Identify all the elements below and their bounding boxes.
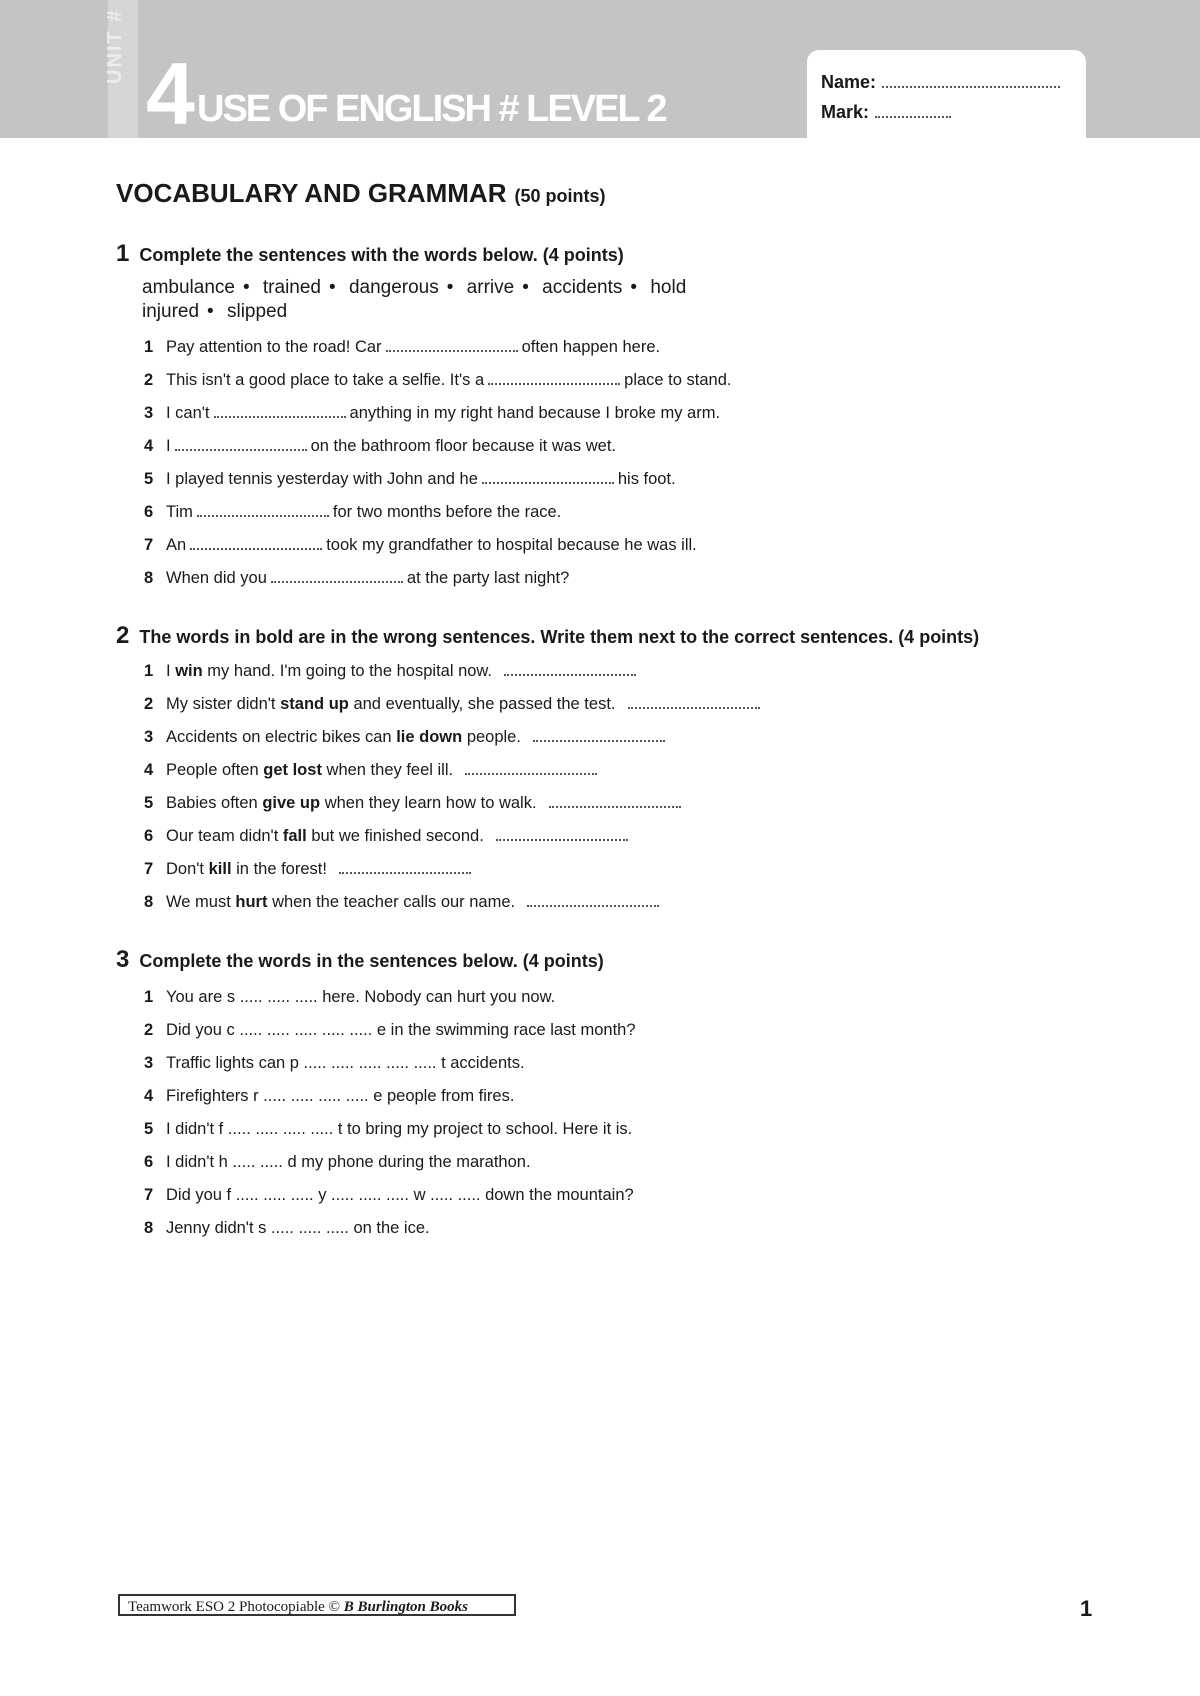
item-number: 4 bbox=[144, 437, 154, 455]
item-text: when the teacher calls our name. bbox=[272, 893, 516, 911]
bold-word: give up bbox=[262, 794, 321, 812]
answer-blank[interactable] bbox=[175, 437, 307, 451]
answer-blank[interactable] bbox=[214, 404, 346, 418]
word-bank-line-1 bbox=[142, 276, 822, 300]
answer-blank[interactable] bbox=[465, 761, 597, 775]
item-number: 1 bbox=[144, 338, 154, 356]
exercise-instruction: Complete the sentences with the words below. (4 points) bbox=[139, 245, 624, 265]
bullet-icon: • bbox=[329, 277, 336, 298]
exercise-instruction: Complete the words in the sentences below. (4 points) bbox=[139, 951, 604, 971]
item-number: 6 bbox=[144, 1153, 154, 1171]
exercise-2-item bbox=[144, 825, 632, 847]
exercise-1-item bbox=[144, 468, 676, 490]
answer-blank[interactable] bbox=[527, 893, 659, 907]
section-points: (50 points) bbox=[514, 186, 606, 206]
item-text: at the party last night? bbox=[406, 569, 570, 587]
item-text: An bbox=[166, 536, 187, 554]
name-label: Name: bbox=[821, 72, 877, 92]
item-text: My sister didn't bbox=[166, 695, 276, 713]
mark-field[interactable] bbox=[821, 102, 951, 123]
item-number: 3 bbox=[144, 404, 154, 422]
item-number: 7 bbox=[144, 1186, 154, 1204]
item-text: I can't bbox=[166, 404, 210, 422]
item-text: on the bathroom floor because it was wet. bbox=[310, 437, 617, 455]
exercise-3-item[interactable] bbox=[144, 1052, 525, 1074]
word-bank-word: ambulance bbox=[142, 277, 235, 298]
item-number: 6 bbox=[144, 827, 154, 845]
bold-word: get lost bbox=[263, 761, 322, 779]
exercise-2-item bbox=[144, 726, 669, 748]
exercise-1-item bbox=[144, 402, 720, 424]
word-bank-word: injured bbox=[142, 301, 200, 322]
item-number: 2 bbox=[144, 1021, 154, 1039]
item-text: anything in my right hand because I broke my arm. bbox=[349, 404, 721, 422]
word-bank-word: slipped bbox=[226, 301, 288, 322]
exercise-2-item bbox=[144, 792, 685, 814]
item-number: 4 bbox=[144, 761, 154, 779]
section-title bbox=[116, 178, 606, 209]
item-text: I bbox=[166, 437, 171, 455]
item-number: 7 bbox=[144, 860, 154, 878]
item-number: 8 bbox=[144, 569, 154, 587]
bullet-icon: • bbox=[242, 277, 250, 298]
bullet-icon: • bbox=[446, 277, 454, 298]
item-text: his foot. bbox=[617, 470, 676, 488]
unit-number: 4 bbox=[146, 44, 192, 143]
exercise-1-item bbox=[144, 534, 697, 556]
item-text: People often bbox=[166, 761, 259, 779]
exercise-2-item bbox=[144, 891, 663, 913]
answer-blank[interactable] bbox=[496, 827, 628, 841]
bullet-icon: • bbox=[630, 277, 638, 298]
item-number: 2 bbox=[144, 695, 154, 713]
item-text: and eventually, she passed the test. bbox=[353, 695, 616, 713]
item-number: 3 bbox=[144, 1054, 154, 1072]
answer-blank[interactable] bbox=[482, 470, 614, 484]
item-number: 5 bbox=[144, 794, 154, 812]
page-title: USE OF ENGLISH # LEVEL 2 bbox=[197, 88, 666, 130]
item-text: Accidents on electric bikes can bbox=[166, 728, 392, 746]
exercise-3-item[interactable] bbox=[144, 1217, 430, 1239]
item-text: took my grandfather to hospital because he was ill. bbox=[326, 536, 697, 554]
item-text: in the forest! bbox=[236, 860, 327, 878]
item-text: my hand. I'm going to the hospital now. bbox=[207, 662, 493, 680]
unit-label: UNIT # bbox=[104, 8, 126, 84]
item-number: 2 bbox=[144, 371, 154, 389]
exercise-2-heading bbox=[116, 622, 979, 650]
item-text: people. bbox=[466, 728, 521, 746]
item-text: Tim bbox=[166, 503, 193, 521]
bold-word: hurt bbox=[235, 893, 268, 911]
item-number: 8 bbox=[144, 893, 154, 911]
bold-word: kill bbox=[208, 860, 232, 878]
item-text: place to stand. bbox=[624, 371, 732, 389]
exercise-1-item bbox=[144, 501, 561, 523]
item-number: 6 bbox=[144, 503, 154, 521]
exercise-3-item[interactable] bbox=[144, 1085, 514, 1107]
item-text: for two months before the race. bbox=[332, 503, 562, 521]
section-title-text: VOCABULARY AND GRAMMAR bbox=[116, 178, 507, 208]
item-text: Did you f ..... ..... ..... y ..... ..... ..... w ..... ..... down the mountain? bbox=[166, 1186, 634, 1204]
name-field[interactable] bbox=[821, 72, 1060, 93]
item-number: 5 bbox=[144, 1120, 154, 1138]
item-text: This isn't a good place to take a selfie. It's a bbox=[166, 371, 485, 389]
name-mark-box bbox=[807, 50, 1086, 138]
item-text: Babies often bbox=[166, 794, 258, 812]
name-blank[interactable] bbox=[882, 72, 1060, 88]
answer-blank[interactable] bbox=[386, 338, 518, 352]
item-text: Traffic lights can p ..... ..... ..... ..... ..... t accidents. bbox=[166, 1054, 525, 1072]
mark-label: Mark: bbox=[821, 102, 870, 122]
copyright-text: Teamwork ESO 2 Photocopiable © bbox=[128, 1599, 340, 1615]
exercise-3-item[interactable] bbox=[144, 1118, 632, 1140]
page-number: 1 bbox=[1080, 1596, 1093, 1621]
exercise-number: 3 bbox=[116, 946, 130, 973]
exercise-2-item bbox=[144, 759, 601, 781]
exercise-1-item bbox=[144, 336, 660, 358]
word-bank-word: hold bbox=[650, 277, 687, 298]
item-number: 4 bbox=[144, 1087, 154, 1105]
exercise-2-item bbox=[144, 858, 475, 880]
exercise-3-item[interactable] bbox=[144, 986, 555, 1008]
answer-blank[interactable] bbox=[504, 662, 636, 676]
exercise-1-item bbox=[144, 567, 569, 589]
answer-blank[interactable] bbox=[533, 728, 665, 742]
answer-blank[interactable] bbox=[488, 371, 620, 385]
item-number: 5 bbox=[144, 470, 154, 488]
exercise-2-item bbox=[144, 693, 764, 715]
exercise-1-item bbox=[144, 369, 731, 391]
exercise-3-item[interactable] bbox=[144, 1019, 636, 1041]
item-text: I didn't h ..... ..... d my phone during the marathon. bbox=[166, 1153, 531, 1171]
word-bank bbox=[142, 276, 822, 324]
bullet-icon: • bbox=[522, 277, 529, 298]
answer-blank[interactable] bbox=[339, 860, 471, 874]
item-text: Our team didn't bbox=[166, 827, 279, 845]
bold-word: win bbox=[175, 662, 203, 680]
item-text: We must bbox=[166, 893, 231, 911]
mark-blank[interactable] bbox=[875, 102, 951, 118]
answer-blank[interactable] bbox=[549, 794, 681, 808]
exercise-1-heading bbox=[116, 240, 624, 268]
item-number: 1 bbox=[144, 988, 154, 1006]
publisher-logo: B Burlington Books bbox=[343, 1599, 468, 1615]
bold-word: lie down bbox=[396, 728, 463, 746]
exercise-3-item[interactable] bbox=[144, 1184, 634, 1206]
item-text: Did you c ..... ..... ..... ..... ..... e in the swimming race last month? bbox=[166, 1021, 636, 1039]
item-text: I played tennis yesterday with John and he bbox=[166, 470, 478, 488]
bullet-icon: • bbox=[207, 301, 214, 322]
item-text: Jenny didn't s ..... ..... ..... on the ice. bbox=[166, 1219, 430, 1237]
word-bank-word: arrive bbox=[466, 277, 515, 298]
item-text: When did you bbox=[166, 569, 267, 587]
item-number: 8 bbox=[144, 1219, 154, 1237]
item-text: when they feel ill. bbox=[326, 761, 454, 779]
exercise-number: 1 bbox=[116, 240, 130, 267]
exercise-3-heading bbox=[116, 946, 604, 974]
bold-word: fall bbox=[282, 827, 307, 845]
item-text: Don't bbox=[166, 860, 205, 878]
word-bank-line-2 bbox=[142, 300, 822, 324]
item-text: I didn't f ..... ..... ..... ..... t to bring my project to school. Here it is. bbox=[166, 1120, 633, 1138]
item-text: Firefighters r ..... ..... ..... ..... e people from fires. bbox=[166, 1087, 515, 1105]
word-bank-word: dangerous bbox=[348, 277, 439, 298]
footer-copyright bbox=[118, 1594, 516, 1616]
exercise-number: 2 bbox=[116, 622, 130, 649]
item-text: but we finished second. bbox=[311, 827, 484, 845]
item-number: 3 bbox=[144, 728, 154, 746]
item-text: I bbox=[166, 662, 171, 680]
exercise-3-item[interactable] bbox=[144, 1151, 531, 1173]
answer-blank[interactable] bbox=[197, 503, 329, 517]
word-bank-word: trained bbox=[262, 277, 321, 298]
exercise-2-item bbox=[144, 660, 640, 682]
item-number: 1 bbox=[144, 662, 154, 680]
exercise-1-item bbox=[144, 435, 616, 457]
word-bank-word: accidents bbox=[542, 277, 623, 298]
item-text: when they learn how to walk. bbox=[324, 794, 537, 812]
bold-word: stand up bbox=[280, 695, 349, 713]
item-number: 7 bbox=[144, 536, 154, 554]
item-text: often happen here. bbox=[521, 338, 661, 356]
answer-blank[interactable] bbox=[628, 695, 760, 709]
answer-blank[interactable] bbox=[271, 569, 403, 583]
item-text: Pay attention to the road! Car bbox=[166, 338, 382, 356]
exercise-instruction: The words in bold are in the wrong sentences. Write them next to the correct sentences. (4 points) bbox=[139, 627, 980, 647]
item-text: You are s ..... ..... ..... here. Nobody can hurt you now. bbox=[166, 988, 556, 1006]
answer-blank[interactable] bbox=[190, 536, 322, 550]
